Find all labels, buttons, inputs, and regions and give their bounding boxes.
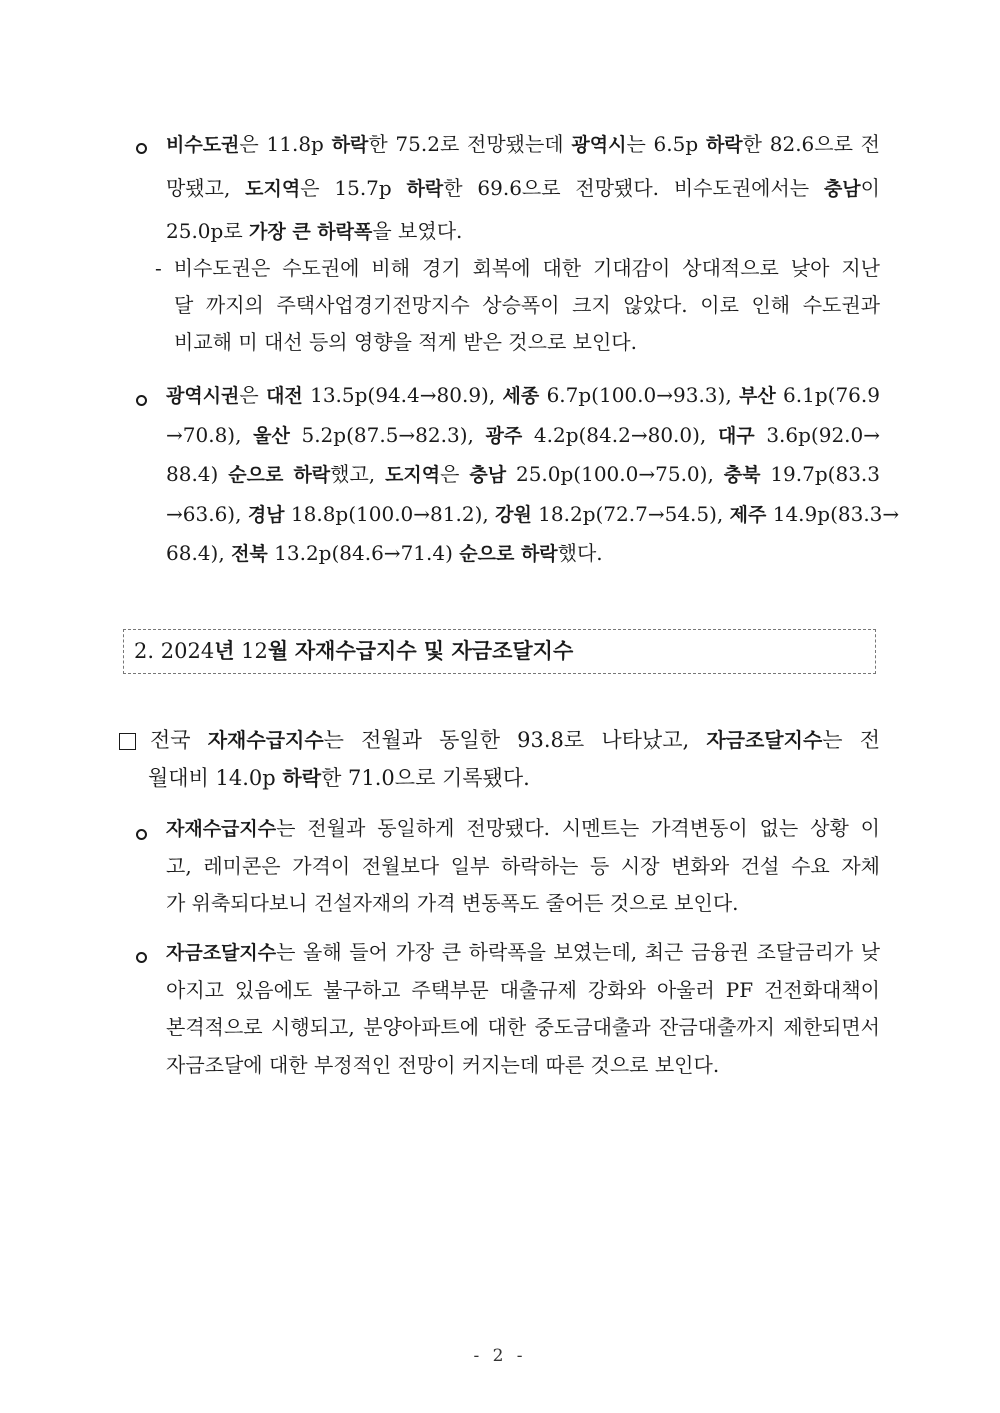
text-run: 13.2p(84.6→71.4) bbox=[267, 541, 460, 565]
text-run: 는 올해 들어 가장 큰 하락폭을 보였는데, 최근 금융권 조달금리가 낮 bbox=[276, 940, 880, 964]
bold-phrase: 제주 bbox=[729, 503, 767, 526]
text-line bbox=[148, 764, 880, 792]
bold-phrase: 대전 bbox=[266, 385, 303, 407]
text-run: - 비수도권은 수도권에 비해 경기 회복에 대한 기대감이 상대적으로 낮아 지난 bbox=[155, 256, 880, 280]
bold-phrase: 강원 bbox=[495, 503, 532, 526]
heading-month: 12 bbox=[241, 639, 268, 663]
text-run: 아지고 있음에도 불구하고 주택부문 대출규제 강화와 아울러 PF 건전화대책이 bbox=[166, 977, 880, 1002]
bold-phrase: 순으로 하락 bbox=[228, 464, 331, 486]
circle-bullet-icon bbox=[136, 818, 147, 846]
text-run: 가 위축되다보니 건설자재의 가격 변동폭도 줄어든 것으로 보인다. bbox=[166, 891, 739, 915]
text-run: 한 75.2로 전망됐는데 bbox=[368, 132, 572, 156]
text-run: 25.0p(100.0→75.0), bbox=[506, 462, 724, 486]
checkbox-square-icon bbox=[119, 727, 136, 755]
text-run: 25.0p로 bbox=[166, 219, 250, 243]
bold-phrase: 부산 bbox=[739, 385, 776, 407]
heading-number: 2. bbox=[134, 639, 155, 663]
text-run: 는 6.5p bbox=[626, 132, 706, 156]
text-run: 18.2p(72.7→54.5), bbox=[531, 501, 730, 526]
text-line bbox=[166, 1051, 880, 1079]
heading-year-unit: 년 bbox=[214, 639, 235, 663]
text-line bbox=[166, 852, 880, 880]
bold-phrase: 자재수급지수 bbox=[166, 818, 277, 840]
text-line bbox=[166, 460, 880, 489]
bold-phrase: 하락 bbox=[705, 134, 743, 156]
bold-phrase: 충남 bbox=[469, 464, 507, 486]
text-run: 는 전월과 동일한 93.8로 나타났고, bbox=[323, 728, 707, 752]
text-run: 19.7p(83.3 bbox=[760, 462, 881, 486]
text-run: 고, 레미콘은 가격이 전월보다 일부 하락하는 등 시장 변화와 건설 수요 자체 bbox=[166, 853, 880, 878]
text-line bbox=[166, 381, 880, 410]
text-run: 68.4), bbox=[166, 541, 232, 565]
circle-bullet-icon bbox=[136, 132, 147, 160]
bold-phrase: 하락 bbox=[282, 766, 322, 790]
text-run: →70.8), bbox=[166, 422, 254, 447]
bold-phrase: 자재수급지수 bbox=[207, 728, 324, 752]
bold-phrase: 세종 bbox=[502, 385, 540, 407]
bold-phrase: 하락 bbox=[331, 134, 369, 156]
heading-title: 자재수급지수 및 자금조달지수 bbox=[294, 639, 574, 663]
text-run: 했고, bbox=[330, 462, 386, 486]
text-run: 한 69.6으로 전망됐다. 비수도권에서는 bbox=[443, 175, 824, 200]
text-line bbox=[174, 328, 880, 356]
bold-phrase: 가장 큰 하락폭 bbox=[249, 221, 373, 243]
text-run: →63.6), bbox=[166, 501, 248, 526]
text-run: 자금조달에 대한 부정적인 전망이 커지는데 따른 것으로 보인다. bbox=[166, 1052, 720, 1077]
text-line bbox=[166, 174, 880, 203]
bold-phrase: 대구 bbox=[717, 424, 755, 447]
text-run: 4.2p(84.2→80.0), bbox=[522, 422, 718, 447]
text-run: 은 bbox=[239, 383, 267, 407]
text-run: 13.5p(94.4→80.9), bbox=[302, 383, 503, 407]
text-run: 했다. bbox=[557, 541, 603, 565]
text-run: 5.2p(87.5→82.3), bbox=[289, 422, 486, 447]
bold-phrase: 비수도권 bbox=[166, 134, 240, 156]
text-run: 6.1p(76.9 bbox=[775, 383, 880, 407]
circle-bullet-icon bbox=[136, 384, 147, 412]
text-line bbox=[166, 130, 880, 159]
text-run: 을 보였다. bbox=[372, 219, 463, 243]
bold-phrase: 자금조달지수 bbox=[706, 728, 823, 752]
text-run: 은 11.8p bbox=[239, 132, 332, 156]
text-line bbox=[174, 291, 880, 319]
text-run: 망됐고, bbox=[166, 175, 246, 200]
bold-phrase: 광역시권 bbox=[166, 385, 240, 407]
section-heading-box bbox=[123, 629, 876, 674]
bold-phrase: 경남 bbox=[247, 503, 285, 526]
text-line bbox=[166, 889, 880, 917]
text-line bbox=[166, 938, 880, 967]
text-run: 본격적으로 시행되고, 분양아파트에 대한 중도금대출과 잔금대출까지 제한되면서 bbox=[166, 1015, 880, 1039]
bold-phrase: 울산 bbox=[253, 424, 290, 447]
heading-year: 2024 bbox=[160, 639, 215, 663]
bold-phrase: 광주 bbox=[485, 424, 523, 447]
text-run: 는 전 bbox=[822, 728, 880, 752]
circle-bullet-icon bbox=[136, 941, 147, 969]
text-run: 비교해 미 대선 등의 영향을 적게 받은 것으로 보인다. bbox=[174, 330, 637, 354]
text-run: 달 까지의 주택사업경기전망지수 상승폭이 크지 않았다. 이로 인해 수도권과 bbox=[174, 293, 880, 317]
text-run: 는 전월과 동일하게 전망됐다. 시멘트는 가격변동이 없는 상황 이 bbox=[276, 816, 880, 840]
text-run: 88.4) bbox=[166, 462, 229, 486]
text-line bbox=[166, 976, 880, 1004]
text-run: 한 82.6으로 전 bbox=[742, 132, 880, 156]
text-line bbox=[150, 726, 880, 754]
page-number: - 2 - bbox=[473, 1346, 527, 1366]
text-line bbox=[166, 814, 880, 843]
text-line bbox=[166, 1013, 880, 1041]
text-run: 월대비 14.0p bbox=[148, 766, 283, 790]
bold-phrase: 충북 bbox=[723, 464, 761, 486]
bold-phrase: 도지역 bbox=[245, 177, 301, 200]
bold-phrase: 광역시 bbox=[571, 134, 627, 156]
bold-phrase: 하락 bbox=[406, 177, 444, 200]
text-run: 이 bbox=[860, 175, 880, 200]
bold-phrase: 충남 bbox=[823, 177, 861, 200]
text-line bbox=[155, 254, 880, 282]
text-run: 14.9p(83.3→ bbox=[766, 501, 900, 526]
text-line bbox=[166, 421, 880, 450]
bold-phrase: 도지역 bbox=[385, 464, 441, 486]
text-run: 한 71.0으로 기록됐다. bbox=[321, 766, 530, 790]
text-run: 은 15.7p bbox=[300, 175, 407, 200]
text-run: 전국 bbox=[150, 728, 208, 752]
text-line bbox=[166, 539, 880, 568]
text-run: 3.6p(92.0→ bbox=[754, 422, 881, 447]
section-heading bbox=[134, 637, 573, 665]
bold-phrase: 자금조달지수 bbox=[166, 942, 277, 964]
text-run: 은 bbox=[440, 462, 470, 486]
text-line bbox=[166, 500, 900, 529]
text-run: 18.8p(100.0→81.2), bbox=[284, 501, 496, 526]
heading-month-unit: 월 bbox=[267, 639, 289, 663]
text-line bbox=[166, 217, 880, 246]
bold-phrase: 순으로 하락 bbox=[459, 543, 558, 565]
bold-phrase: 전북 bbox=[231, 543, 268, 565]
text-run: 6.7p(100.0→93.3), bbox=[539, 383, 739, 407]
